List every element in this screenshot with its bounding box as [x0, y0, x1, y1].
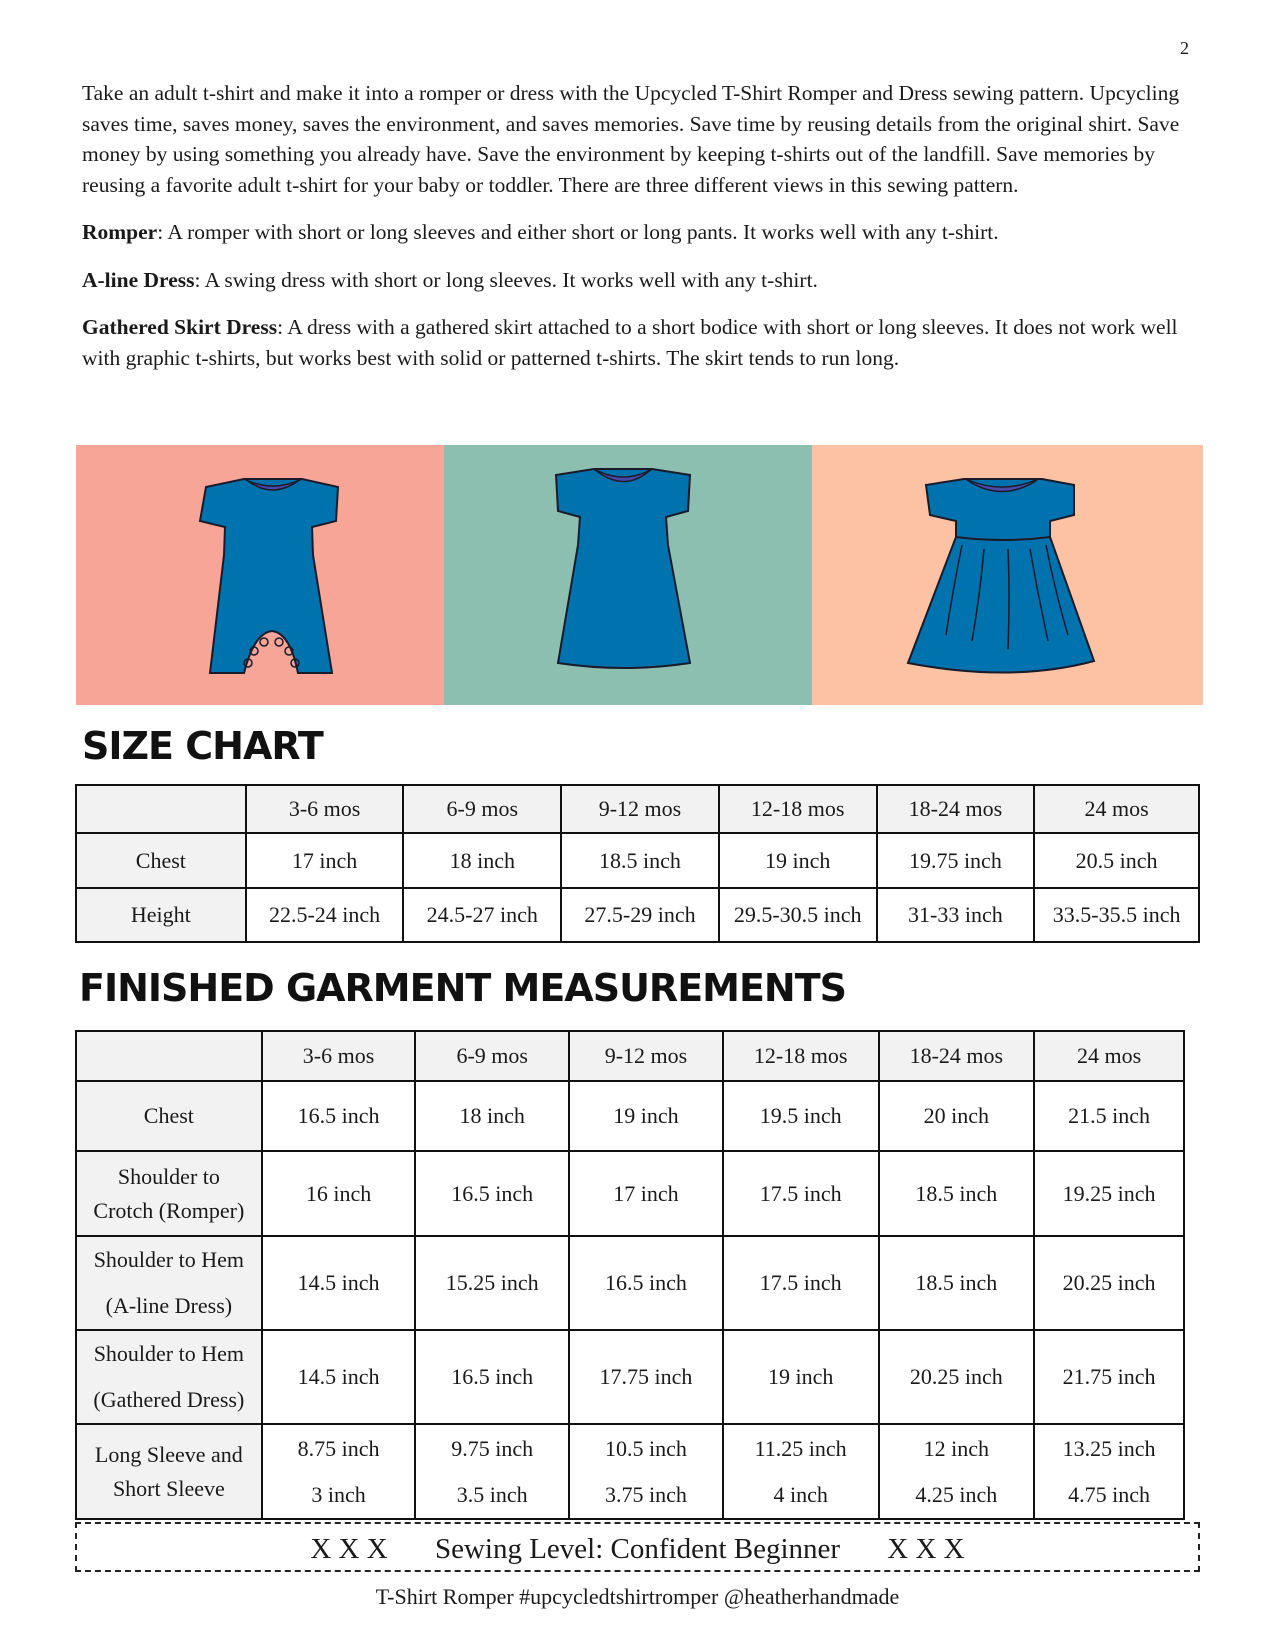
table-cell: 21.75 inch [1034, 1330, 1184, 1424]
view-name: A-line Dress [82, 267, 195, 292]
table-cell: 20.5 inch [1034, 833, 1199, 888]
header-corner [76, 1031, 262, 1081]
table-cell: 18.5 inch [879, 1236, 1035, 1330]
table-cell: 29.5-30.5 inch [719, 888, 877, 942]
table-cell: 21.5 inch [1034, 1081, 1184, 1151]
table-row [76, 833, 1199, 888]
footer-text: T-Shirt Romper #upcycledtshirtromper @heatherhandmade [375, 1584, 900, 1609]
size-header: 18-24 mos [879, 1031, 1035, 1081]
size-chart-title: SIZE CHART [82, 724, 323, 768]
view-desc: : A romper with short or long sleeves and either short or long pants. It works well with any t-shirt. [157, 220, 999, 244]
gathered-dress-panel [812, 445, 1180, 705]
long-sleeve-value: 9.75 inch [451, 1435, 534, 1461]
size-header: 6-9 mos [403, 785, 561, 833]
table-cell: 17 inch [246, 833, 404, 888]
table-cell: 20 inch [879, 1081, 1035, 1151]
size-header: 9-12 mos [569, 1031, 723, 1081]
row-label-line: Short Sleeve [112, 1475, 225, 1501]
table-cell: 19 inch [723, 1330, 879, 1424]
table-cell: 16 inch [262, 1151, 416, 1236]
view-name: Romper [82, 220, 158, 244]
level-marks-right: X X X [887, 1533, 965, 1565]
short-sleeve-value: 3.5 inch [456, 1481, 528, 1507]
table-cell: 18 inch [403, 833, 561, 888]
long-sleeve-value: 8.75 inch [297, 1435, 380, 1461]
gathered-dress-illustration [812, 445, 1203, 705]
table-cell: 22.5-24 inch [246, 888, 404, 942]
aline-dress-illustration [444, 445, 812, 705]
romper-panel [76, 445, 444, 705]
page-number: 2 [1180, 38, 1189, 58]
table-cell: 17 inch [569, 1151, 723, 1236]
view-romper [82, 217, 1194, 248]
table-cell [723, 1424, 879, 1519]
garment-measurements-table [75, 1030, 1185, 1520]
view-desc: : A dress with a gathered skirt attached to a short bodice with short or long sleeves. It does not work well with graphic t-shirts, but works best with solid or patterned t-shirts. The skirt tends to run long. [82, 315, 1178, 370]
table-cell: 16.5 inch [569, 1236, 723, 1330]
short-sleeve-value: 4.25 inch [915, 1481, 998, 1507]
intro-text [82, 78, 1194, 390]
table-cell: 19.75 inch [877, 833, 1035, 888]
size-header: 18-24 mos [877, 785, 1035, 833]
row-label-line: Shoulder to Hem [93, 1247, 245, 1272]
long-sleeve-value: 13.25 inch [1062, 1435, 1156, 1461]
table-header-row [76, 785, 1199, 833]
sewing-level-text: Sewing Level: Confident Beginner [434, 1533, 841, 1565]
size-header: 24 mos [1034, 785, 1199, 833]
table-cell: 19 inch [719, 833, 877, 888]
size-header: 9-12 mos [561, 785, 719, 833]
view-aline-dress [82, 265, 1194, 296]
row-label-line: Shoulder to Hem [93, 1341, 245, 1366]
level-marks-left: X X X [310, 1533, 388, 1565]
table-row [76, 1330, 1184, 1424]
table-cell: 18 inch [415, 1081, 569, 1151]
row-label [76, 1330, 262, 1424]
table-cell: 15.25 inch [415, 1236, 569, 1330]
table-cell [415, 1424, 569, 1519]
view-gathered-dress [82, 312, 1194, 373]
table-cell: 20.25 inch [879, 1330, 1035, 1424]
romper-illustration [76, 445, 444, 705]
table-cell: 24.5-27 inch [403, 888, 561, 942]
table-row [76, 1151, 1184, 1236]
table-cell: 14.5 inch [262, 1236, 416, 1330]
table-cell: 16.5 inch [415, 1330, 569, 1424]
table-row [76, 888, 1199, 942]
short-sleeve-value: 3.75 inch [605, 1481, 687, 1507]
table-cell: 27.5-29 inch [561, 888, 719, 942]
table-cell: 17.75 inch [569, 1330, 723, 1424]
row-label-line: Shoulder to [117, 1163, 220, 1189]
table-cell [569, 1424, 723, 1519]
size-header: 12-18 mos [719, 785, 877, 833]
table-cell: 19 inch [569, 1081, 723, 1151]
row-label-line: (A-line Dress) [105, 1293, 233, 1318]
sewing-level-banner [75, 1522, 1200, 1572]
table-cell: 33.5-35.5 inch [1034, 888, 1199, 942]
short-sleeve-value: 4 inch [773, 1481, 828, 1507]
table-cell: 17.5 inch [723, 1151, 879, 1236]
row-label-line: Long Sleeve and [94, 1441, 243, 1467]
short-sleeve-value: 4.75 inch [1068, 1481, 1151, 1507]
row-label-line: Crotch (Romper) [93, 1197, 245, 1223]
header-corner [76, 785, 246, 833]
size-header: 24 mos [1034, 1031, 1184, 1081]
table-cell: 19.25 inch [1034, 1151, 1184, 1236]
row-label: Height [76, 888, 246, 942]
aline-dress-panel [444, 445, 812, 705]
table-cell [1034, 1424, 1184, 1519]
table-cell: 17.5 inch [723, 1236, 879, 1330]
row-label-line: (Gathered Dress) [93, 1387, 245, 1412]
table-cell: 14.5 inch [262, 1330, 416, 1424]
short-sleeve-value: 3 inch [311, 1481, 366, 1507]
garment-measurements-title: FINISHED GARMENT MEASUREMENTS [79, 966, 847, 1010]
table-cell: 20.25 inch [1034, 1236, 1184, 1330]
size-header: 3-6 mos [246, 785, 404, 833]
long-sleeve-value: 10.5 inch [605, 1435, 687, 1461]
view-desc: : A swing dress with short or long sleeves. It works well with any t-shirt. [194, 267, 818, 292]
table-row [76, 1081, 1184, 1151]
table-cell: 16.5 inch [262, 1081, 416, 1151]
table-cell [879, 1424, 1035, 1519]
size-header: 6-9 mos [415, 1031, 569, 1081]
long-sleeve-value: 11.25 inch [754, 1435, 847, 1461]
intro-paragraph: Take an adult t-shirt and make it into a romper or dress with the Upcycled T-Shirt Romper and Dress sewing pattern. Upcycling saves time, saves money, saves the environment, and saves memories. Save time by reusing details from the original shirt. Save money by using something you already have. Save the environment by keeping t-shirts out of the landfill. Save memories by reusing a favorite adult t-shirt for your baby or toddler. There are three different views in this sewing pattern. [82, 81, 1180, 197]
table-row [76, 1424, 1184, 1519]
table-cell: 31-33 inch [877, 888, 1035, 942]
row-label: Chest [76, 833, 246, 888]
table-cell [262, 1424, 416, 1519]
table-row [76, 1236, 1184, 1330]
row-label [76, 1424, 262, 1519]
view-illustrations [76, 445, 1203, 705]
size-header: 3-6 mos [262, 1031, 416, 1081]
table-header-row [76, 1031, 1184, 1081]
row-label [76, 1236, 262, 1330]
size-chart-table [75, 784, 1200, 943]
size-header: 12-18 mos [723, 1031, 879, 1081]
long-sleeve-value: 12 inch [923, 1435, 990, 1461]
table-cell: 18.5 inch [561, 833, 719, 888]
row-label [76, 1151, 262, 1236]
table-cell: 19.5 inch [723, 1081, 879, 1151]
view-name: Gathered Skirt Dress [82, 315, 278, 339]
table-cell: 16.5 inch [415, 1151, 569, 1236]
row-label: Chest [76, 1081, 262, 1151]
table-cell: 18.5 inch [879, 1151, 1035, 1236]
